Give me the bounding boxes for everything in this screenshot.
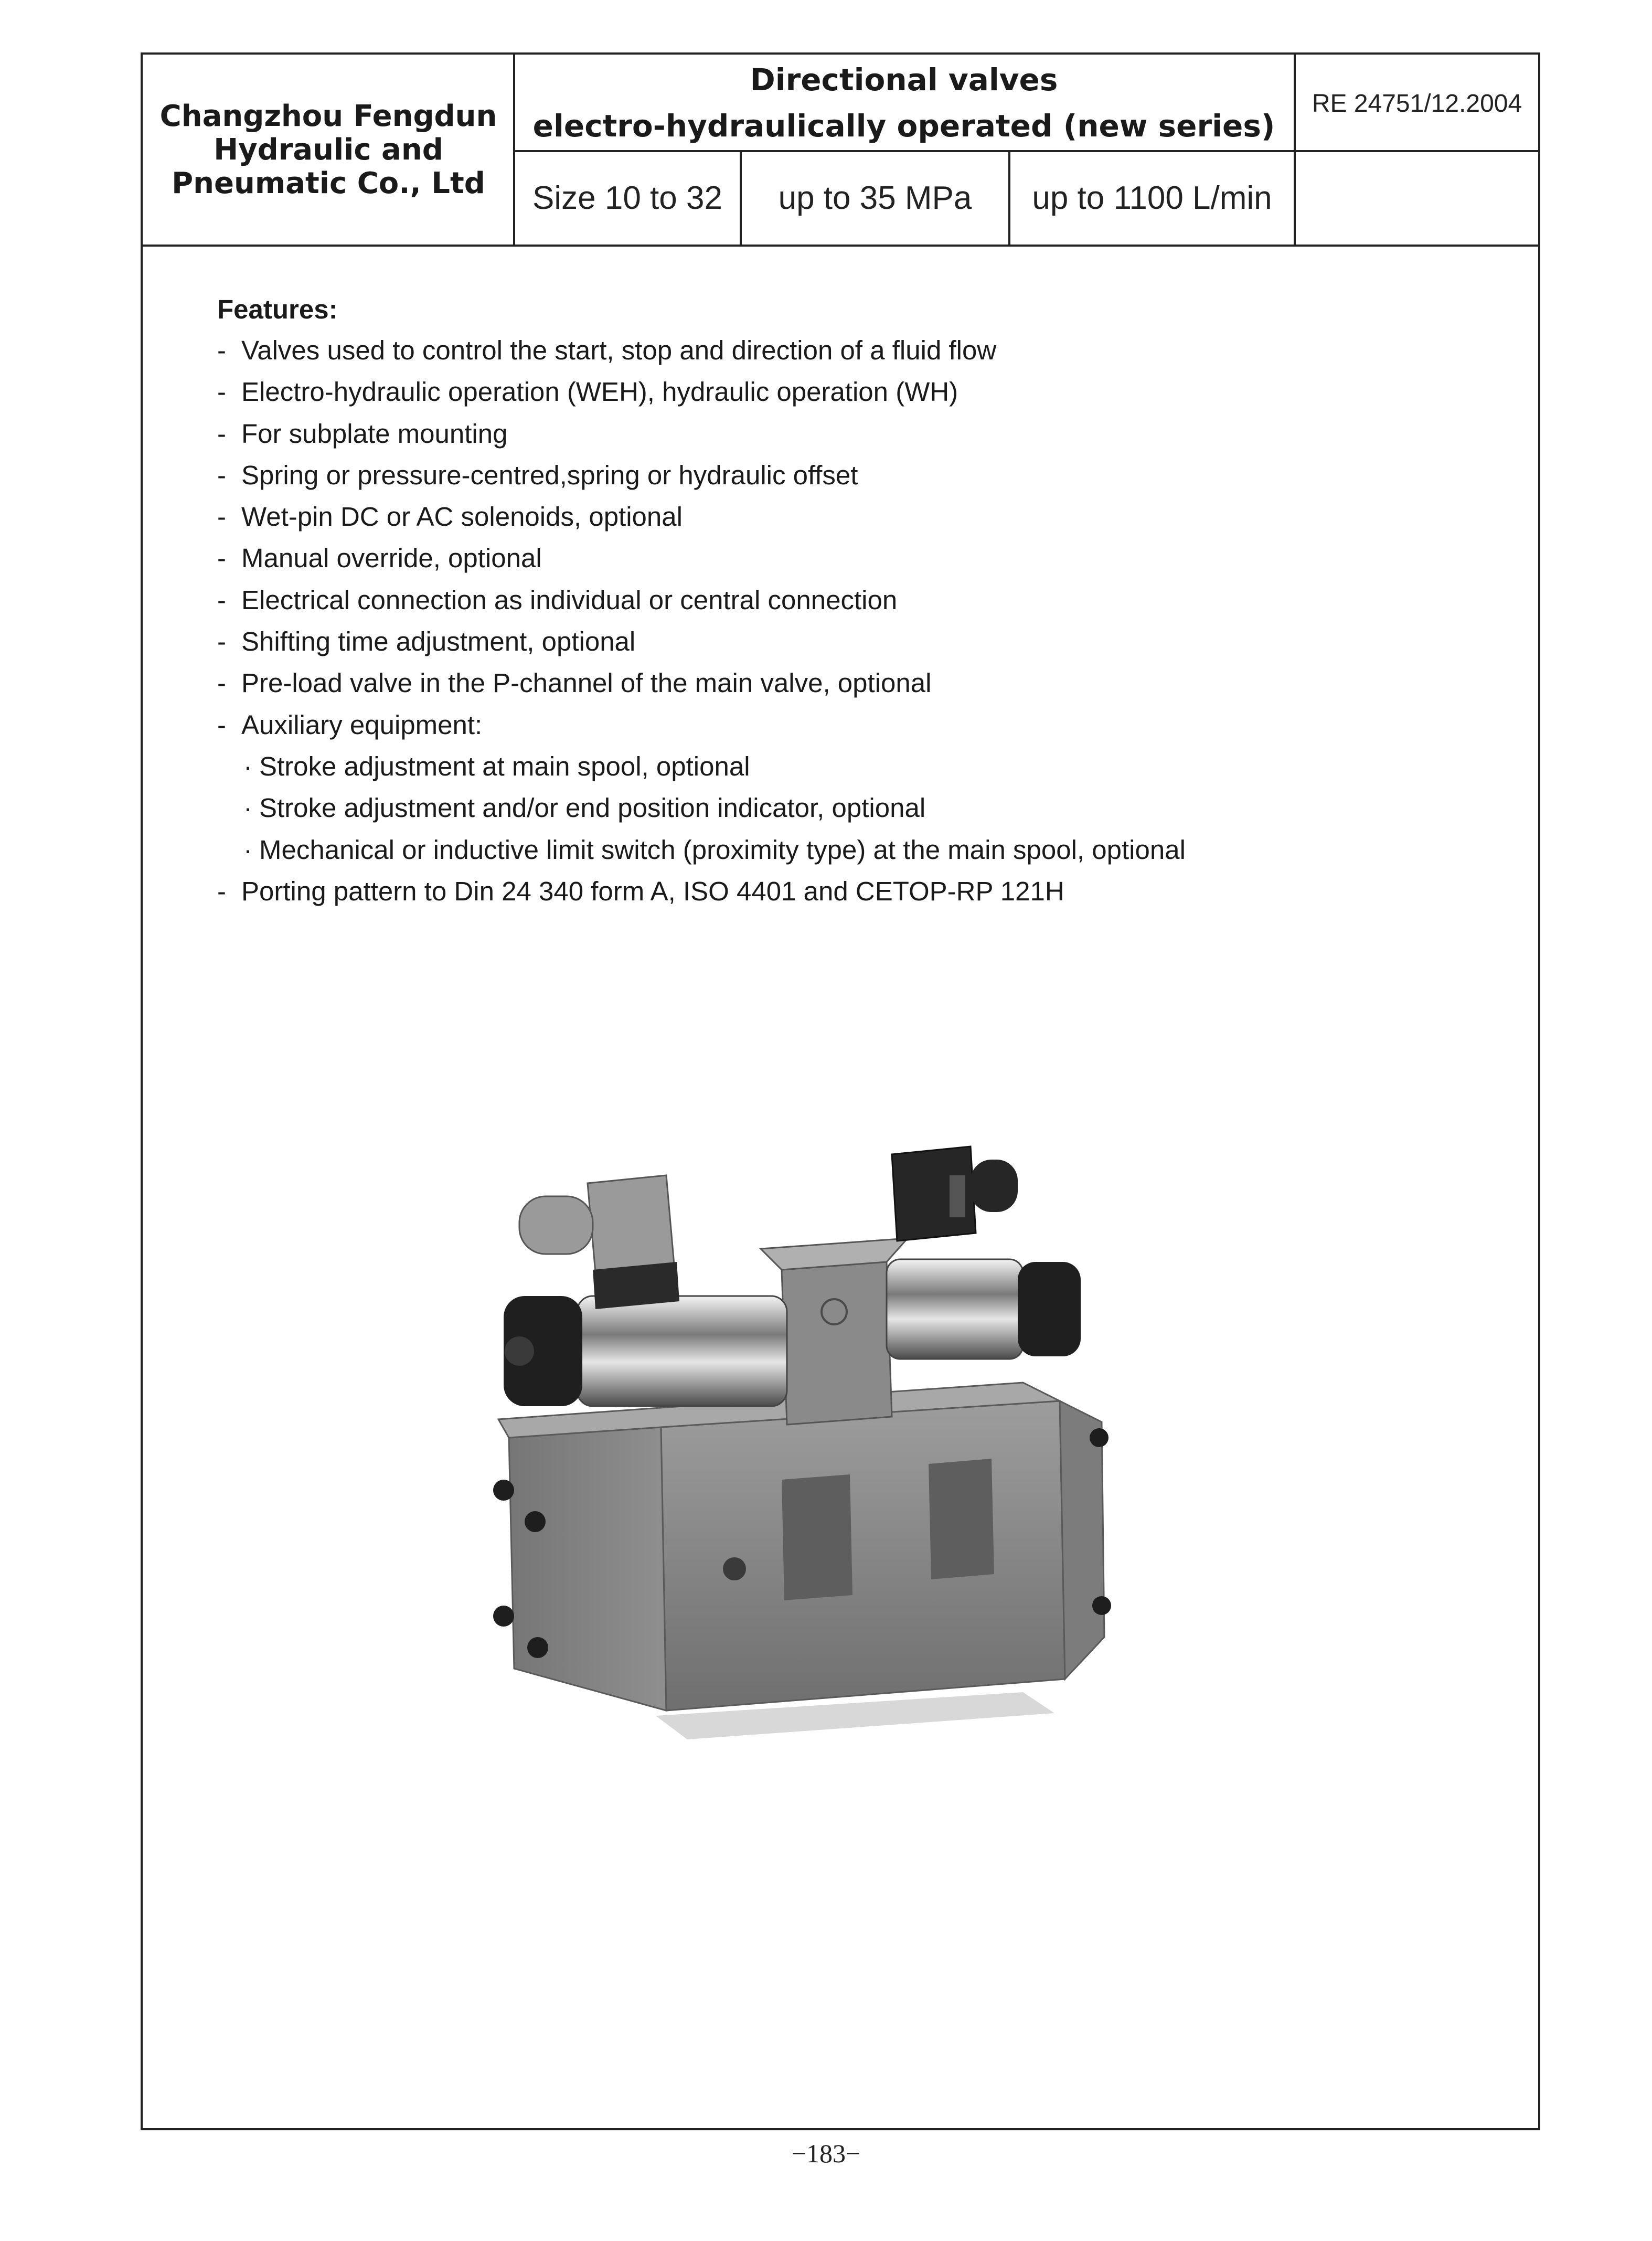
list-item (217, 537, 1497, 579)
body-recess-right (929, 1459, 994, 1579)
bullet-dash: - (217, 460, 226, 490)
sub-feature-text: Stroke adjustment at main spool, optional (259, 751, 750, 781)
title-line-2: electro-hydraulically operated (new series) (532, 108, 1275, 144)
list-item (217, 371, 1497, 412)
bullet-dot: · (243, 793, 252, 823)
list-item (217, 496, 1497, 537)
list-item (217, 621, 1497, 662)
feature-text: For subplate mounting (241, 418, 508, 449)
list-item (217, 579, 1497, 621)
sub-feature-text: Mechanical or inductive limit switch (proximity type) at the main spool, optional (259, 834, 1186, 865)
sub-list-item (217, 746, 1497, 787)
list-item (217, 413, 1497, 454)
spec-flow: up to 1100 L/min (1032, 180, 1272, 216)
list-item (217, 870, 1497, 912)
feature-text: Shifting time adjustment, optional (241, 626, 636, 657)
feature-text: Manual override, optional (241, 543, 542, 573)
feature-text: Electro-hydraulic operation (WEH), hydraulic operation (WH) (241, 377, 958, 407)
left-connector-base (593, 1262, 679, 1309)
bullet-dash: - (217, 585, 226, 615)
left-solenoid-coil (577, 1296, 787, 1406)
list-item (217, 454, 1497, 496)
bolt-icon (1092, 1596, 1111, 1615)
feature-text: Electrical connection as individual or central connection (241, 585, 898, 615)
company-name-line-3: Pneumatic Co., Ltd (172, 166, 485, 200)
port-hole-icon (723, 1557, 746, 1580)
connector-label-icon (950, 1175, 965, 1217)
bullet-dash: - (217, 418, 226, 449)
title-line-1: Directional valves (750, 62, 1058, 98)
bullet-dash: - (217, 335, 226, 365)
feature-text: Pre-load valve in the P-channel of the main valve, optional (241, 668, 932, 698)
list-item (217, 330, 1497, 371)
bolt-icon (527, 1637, 548, 1658)
document-reference: RE 24751/12.2004 (1312, 90, 1522, 118)
spec-pressure: up to 35 MPa (778, 180, 972, 216)
body-recess-left (782, 1474, 852, 1600)
manual-override-icon (505, 1336, 534, 1366)
list-item (217, 704, 1497, 746)
bolt-icon (493, 1480, 514, 1501)
bolt-icon (525, 1511, 546, 1532)
right-connector-cable-gland (971, 1160, 1018, 1212)
features-section (217, 289, 1497, 912)
feature-text: Auxiliary equipment: (241, 709, 483, 740)
main-body-front (661, 1401, 1065, 1711)
valve-product-photo (488, 1144, 1159, 1794)
list-item (217, 662, 1497, 704)
pilot-center-block (782, 1262, 892, 1425)
bullet-dot: · (243, 751, 252, 781)
bullet-dash: - (217, 876, 226, 906)
spec-size: Size 10 to 32 (532, 180, 722, 216)
bolt-icon (1090, 1428, 1109, 1447)
feature-text: Valves used to control the start, stop and direction of a fluid flow (241, 335, 997, 365)
feature-text: Spring or pressure-centred,spring or hydraulic offset (241, 460, 858, 490)
sub-list-item (217, 829, 1497, 870)
left-connector-plug (588, 1175, 674, 1272)
right-solenoid-coil (887, 1259, 1023, 1359)
bullet-dash: - (217, 543, 226, 573)
right-knurled-nut (1018, 1262, 1081, 1356)
document-title (514, 55, 1294, 151)
bolt-icon (493, 1606, 514, 1627)
bullet-dash: - (217, 377, 226, 407)
feature-text: Wet-pin DC or AC solenoids, optional (241, 502, 683, 532)
sub-feature-text: Stroke adjustment and/or end position indicator, optional (259, 793, 926, 823)
left-connector-cable-gland (519, 1196, 593, 1254)
bullet-dot: · (243, 834, 252, 865)
features-list (217, 330, 1497, 912)
page-number: −183− (791, 2139, 861, 2168)
header-divider-docref (1294, 52, 1296, 247)
bullet-dash: - (217, 626, 226, 657)
company-name-line-1: Changzhou Fengdun (159, 99, 497, 133)
bullet-dash: - (217, 709, 226, 740)
feature-text: Porting pattern to Din 24 340 form A, ISO 4401 and CETOP-RP 121H (241, 876, 1064, 906)
main-body-left-cap (509, 1427, 666, 1711)
company-name (143, 100, 514, 200)
company-name-line-2: Hydraulic and (214, 133, 443, 167)
bullet-dash: - (217, 502, 226, 532)
bullet-dash: - (217, 668, 226, 698)
features-heading: Features: (217, 294, 338, 324)
sub-list-item (217, 787, 1497, 829)
